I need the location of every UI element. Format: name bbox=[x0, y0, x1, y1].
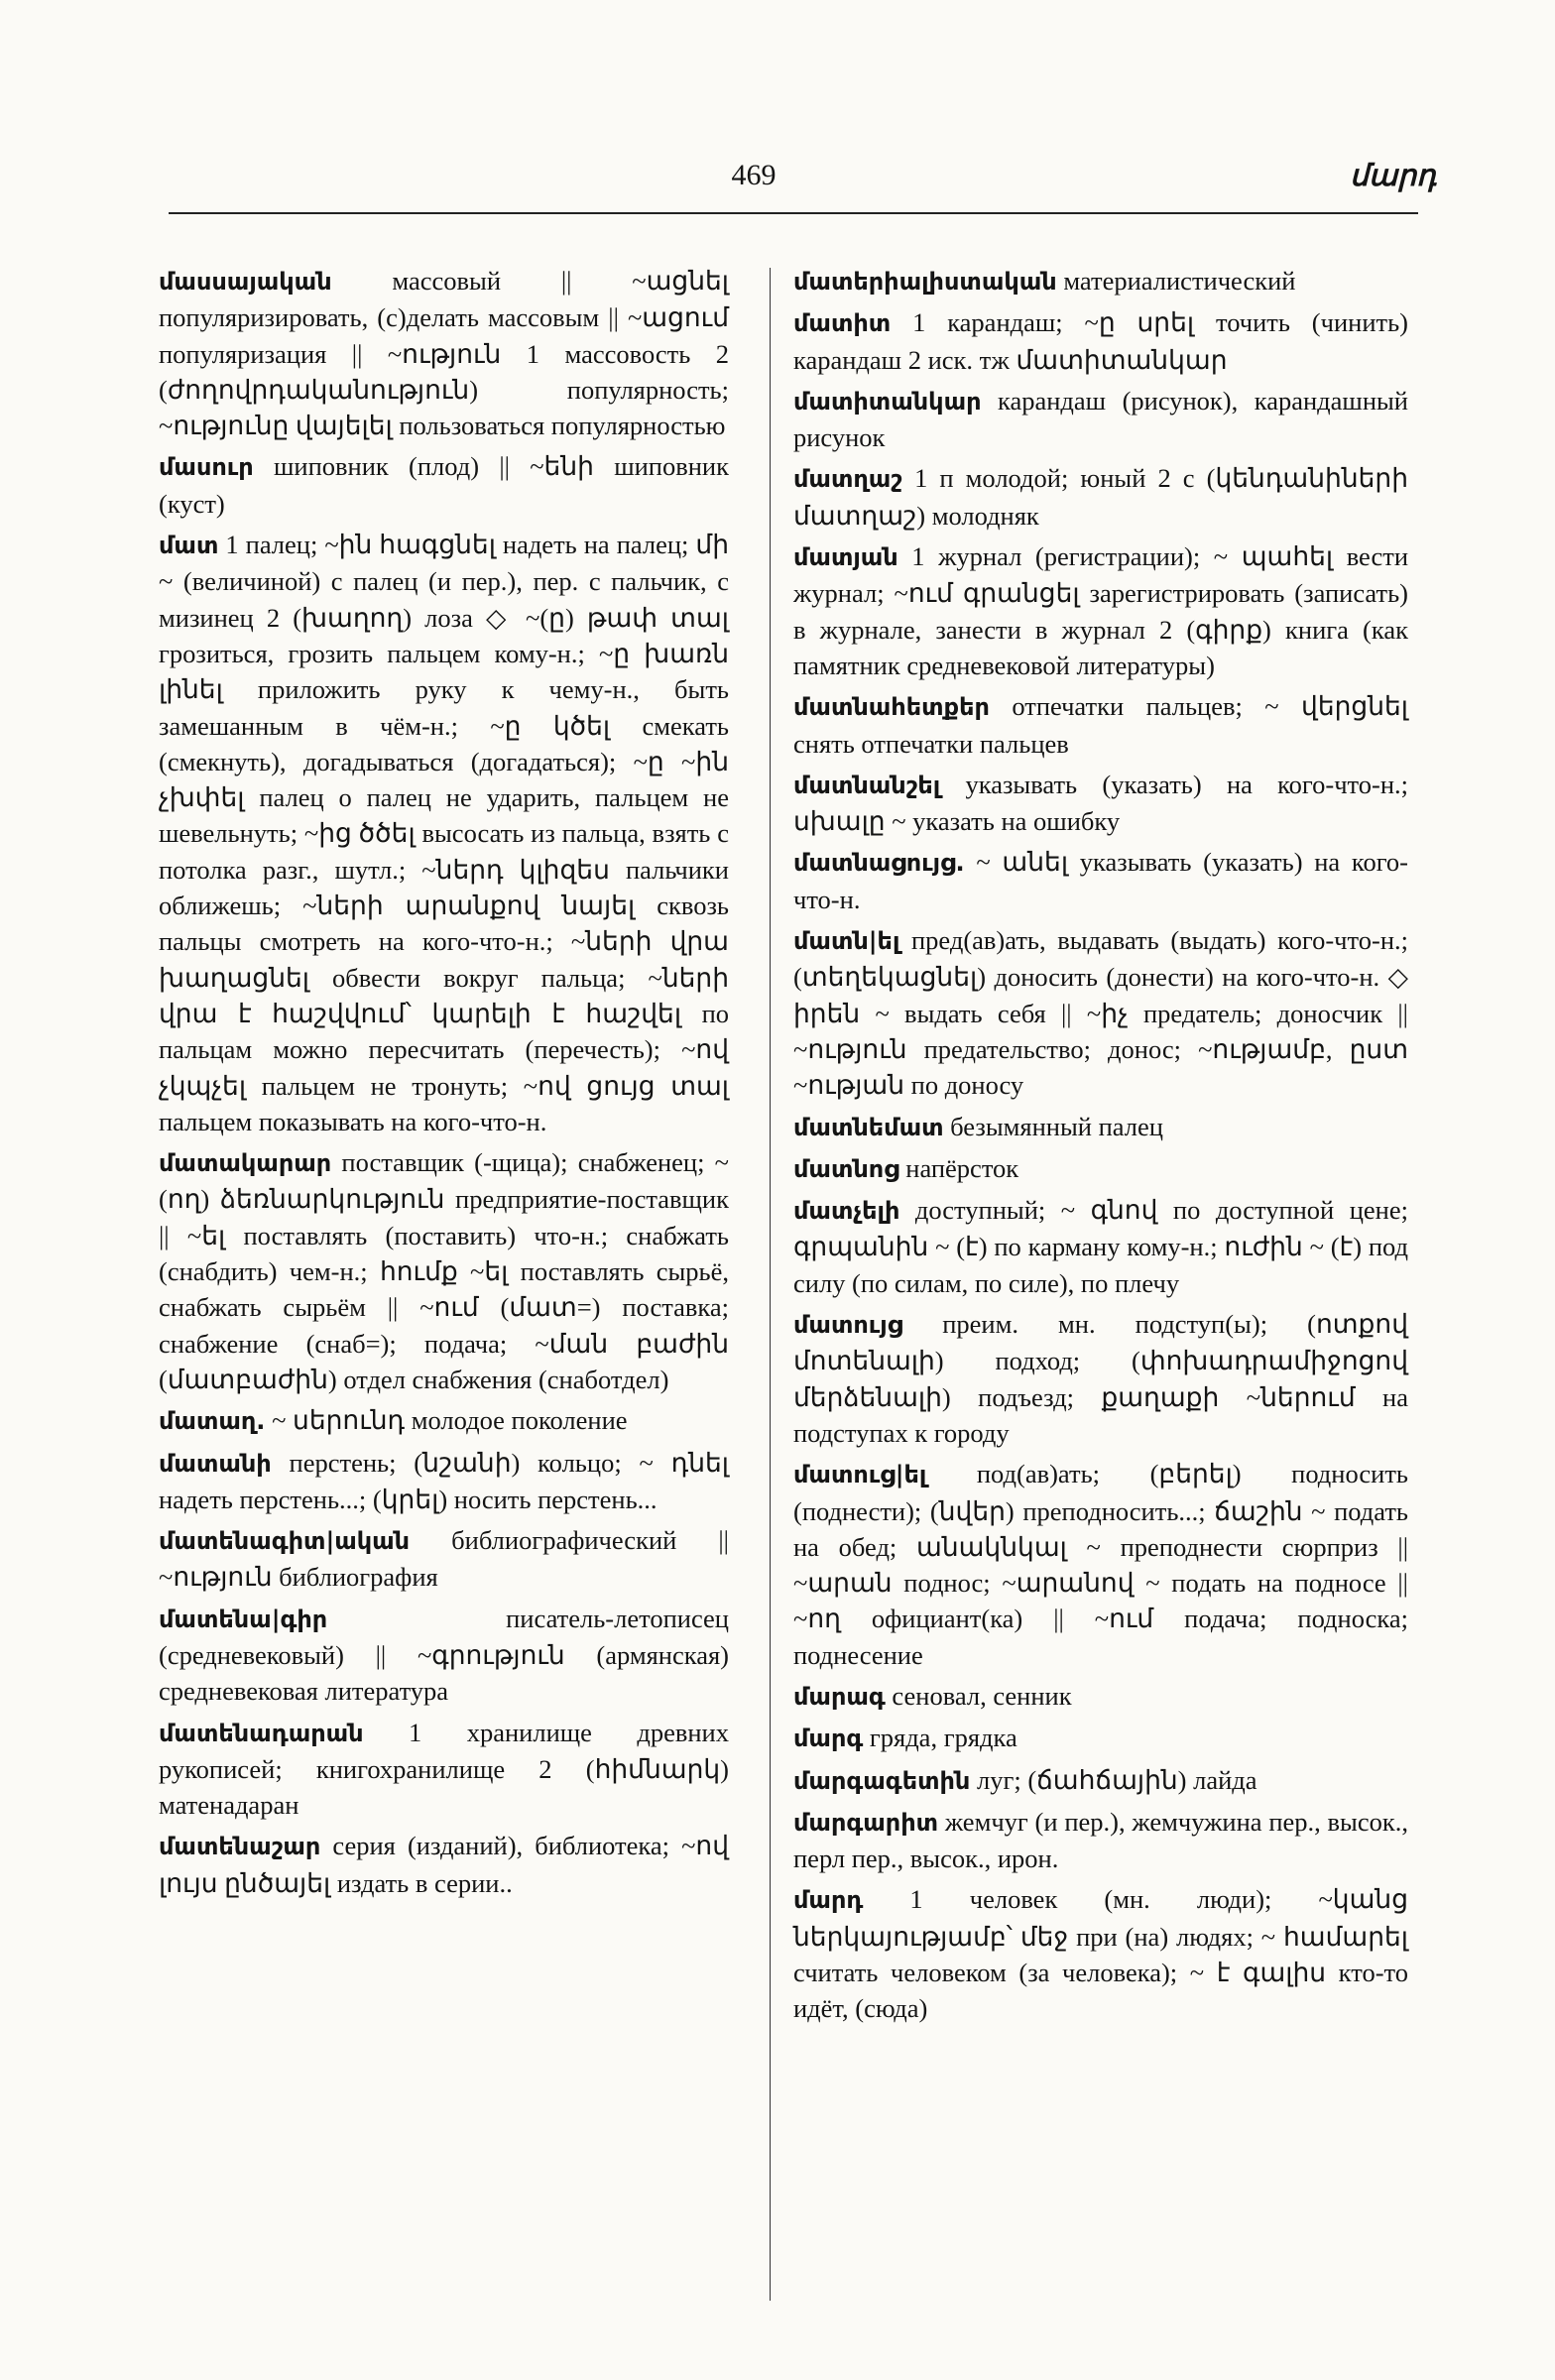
dictionary-entry: մատնացույց. ~ անել указывать (указать) на кого-что-н. bbox=[793, 847, 1408, 914]
dictionary-entry: մատնոց напёрсток bbox=[793, 1152, 1019, 1183]
dictionary-entry: մատենա|գիր писатель-летописец (средневековый) || ~գրություն (армянская) средневековая литература bbox=[159, 1603, 729, 1707]
headword: մատ bbox=[159, 532, 219, 560]
headword: մատնացույց. bbox=[793, 849, 965, 878]
dictionary-entry: մատչելի доступный; ~ գնով по доступной цене; գրպանին ~ (է) по карману кому-н.; ուժին ~ (է) под силу (по силам, по силе), по плечу bbox=[793, 1195, 1408, 1298]
page-number: 469 bbox=[731, 159, 777, 191]
dictionary-entry: մատիտանկար карандаш (рисунок), карандашный рисунок bbox=[793, 385, 1408, 453]
headword: մատուց|ել bbox=[793, 1461, 927, 1489]
dictionary-entry: մատուց|ել под(ав)ать; (բերել) подносить (поднести); (նվեր) преподносить...; ճաշին ~ подать на обед; անակնկալ ~ преподнести сюрприз || ~արան поднос; ~արանով ~ подать на подносе || ~ող официант(ка) || ~ում подача; подноска; поднесение bbox=[793, 1459, 1408, 1670]
dictionary-entry: մասսայական массовый || ~ացնել популяризировать, (с)делать массовым || ~ացում популяризация || ~ություն 1 массовость 2 (ժողովրդականություն) популярность; ~ությունը վայելել пользоваться популярностью bbox=[159, 266, 729, 441]
headword: մատնահետքեր bbox=[793, 693, 990, 722]
dictionary-entry: մատույց преим. мн. подступ(ы); (ոտքով մոտենալի) подход; (փոխադրամիջոցով մերձենալի) подъезд; քաղաքի ~ներում на подступах к городу bbox=[793, 1309, 1408, 1448]
dictionary-entry: մատն|ել пред(ав)ать, выдавать (выдать) кого-что-н.; (տեղեկացնել) доносить (донести) на кого-что-н. ◇ իրեն ~ выдать себя || ~իչ предатель; доносчик || ~ություն предательство; донос; ~ությամբ, ըստ ~ության по доносу bbox=[793, 925, 1408, 1101]
headword: մատն|ել bbox=[793, 927, 900, 956]
dictionary-entry: մատենագիտ|ական библиографический || ~ություն библиография bbox=[159, 1525, 729, 1593]
dictionary-entry: մատղաշ 1 п молодой; юный 2 с (կենդանիների մատղաշ) молодняк bbox=[793, 463, 1408, 531]
headword: մատենագիտ|ական bbox=[159, 1527, 411, 1556]
headword: մատնոց bbox=[793, 1154, 899, 1183]
headword: մարգագետին bbox=[793, 1766, 971, 1795]
dictionary-entry: մարգագետին луг; (ճահճային) лайда bbox=[793, 1764, 1257, 1795]
dictionary-entry: մատաղ. ~ սերունդ молодое поколение bbox=[159, 1405, 628, 1436]
dictionary-entry: մատ 1 палец; ~ին հագցնել надеть на палец; մի ~ (величиной) с палец (и пер.), пер. с пальчик, с мизинец 2 (խաղող) лоза ◇ ~(ը) թափ տալ грозиться, грозить пальцем кому-н.; ~ը խառն լինել приложить руку к чему-н., быть замешанным в чём-н.; ~ը կծել смекать (смекнуть), догадываться (догадаться); ~ը ~ին չխփել палец о палец не ударить, пальцем не шевельнуть; ~ից ծծել высосать из пальца, взять с потолка разг., шутл.; ~ներդ կլիզես пальчики оближешь; ~ների արանքով նայել сквозь пальцы смотреть на кого-что-н.; ~ների վրա խաղացնել обвести вокруг пальца; ~ների վրա է հաշվվում՝ կարելի է հաշվել по пальцам можно пересчитать (перечесть); ~ով չկպչել пальцем не тронуть; ~ով ցույց տալ пальцем показывать на кого-что-н. bbox=[159, 530, 729, 1136]
headword: մարագ bbox=[793, 1682, 886, 1711]
headword: մատենադարան bbox=[159, 1719, 364, 1747]
dictionary-entry: մատնեմատ безымянный палец bbox=[793, 1111, 1163, 1141]
dictionary-entry: մարգարիտ жемчуг (и пер.), жемчужина пер., высок., перл пер., высок., ирон. bbox=[793, 1806, 1408, 1874]
headword: մատաղ. bbox=[159, 1407, 266, 1436]
headword: մատղաշ bbox=[793, 465, 902, 494]
headword: մարգ bbox=[793, 1725, 864, 1753]
right-column bbox=[793, 263, 1408, 2032]
dictionary-entry: մատենադարան 1 хранилище древних рукописей; книгохранилище 2 (հիմնարկ) матенадаран bbox=[159, 1717, 729, 1821]
dictionary-entry: մատնահետքեր отпечатки пальцев; ~ վերցնել снять отпечатки пальцев bbox=[793, 691, 1408, 759]
headword: մատենա|գիր bbox=[159, 1605, 328, 1633]
dictionary-entry: մատյան 1 журнал (регистрации); ~ պահել вести журнал; ~ում գրանցել зарегистрировать (записать) в журнале, занести в журнал 2 (գիրք) книга (как памятник средневековой литературы) bbox=[793, 541, 1408, 680]
headword: մատենաշար bbox=[159, 1833, 321, 1861]
dictionary-entry: մատանի перстень; (նշանի) кольцо; ~ դնել надеть перстень...; (կրել) носить перстень... bbox=[159, 1447, 729, 1514]
dictionary-entry: մարդ 1 человек (мн. люди); ~կանց ներկայությամբ՝ մեջ при (на) людях; ~ համարել считать человеком (за человека); ~ է գալիս кто-то идёт, (сюда) bbox=[793, 1884, 1408, 2024]
dictionary-entry: մատնանշել указывать (указать) на кого-что-н.; սխալը ~ указать на ошибку bbox=[793, 769, 1408, 837]
headword: մասուր bbox=[159, 453, 254, 482]
left-column bbox=[159, 263, 729, 1906]
headword: մասսայական bbox=[159, 268, 332, 296]
dictionary-entry: մարագ сеновал, сенник bbox=[793, 1680, 1072, 1711]
dictionary-entry: մասուր шиповник (плод) || ~ենի шиповник (куст) bbox=[159, 451, 729, 519]
headword: մարդ bbox=[793, 1886, 864, 1915]
headword: մատնանշել bbox=[793, 771, 941, 799]
headword: մատակարար bbox=[159, 1149, 332, 1178]
dictionary-entry: մարգ гряда, грядка bbox=[793, 1723, 1017, 1753]
dictionary-entry: մատենաշար серия (изданий), библиотека; ~ով լույս ընծայել издать в серии.. bbox=[159, 1831, 729, 1898]
dictionary-entry: մատակարար поставщик (-щица); снабженец; ~(ող) ձեռնարկություն предприятие-поставщик || ~ել поставлять (поставить) что-н.; снабжать (снабдить) чем-н.; հումք ~ել поставлять сырьё, снабжать сырьём || ~ում (մատ=) поставка; снабжение (снаб=); подача; ~ման բաժին (մատբաժին) отдел снабжения (снаботдел) bbox=[159, 1147, 729, 1394]
headword: մատույց bbox=[793, 1311, 903, 1340]
running-head: մարդ bbox=[1349, 160, 1436, 192]
headword: մատանի bbox=[159, 1449, 272, 1478]
headword: մատիտանկար bbox=[793, 387, 982, 416]
dictionary-entry: մատերիալիստական материалистический bbox=[793, 266, 1296, 296]
headword: մարգարիտ bbox=[793, 1808, 939, 1837]
headword: մատյան bbox=[793, 543, 898, 572]
column-divider bbox=[770, 268, 771, 2301]
header-rule bbox=[169, 212, 1418, 214]
headword: մատնեմատ bbox=[793, 1113, 944, 1141]
headword: մատչելի bbox=[793, 1197, 900, 1226]
headword: մատիտ bbox=[793, 309, 892, 338]
dictionary-entry: մատիտ 1 карандаш; ~ը սրել точить (чинить) карандаш 2 иск. тж մատիտանկար bbox=[793, 307, 1408, 375]
headword: մատերիալիստական bbox=[793, 268, 1057, 296]
